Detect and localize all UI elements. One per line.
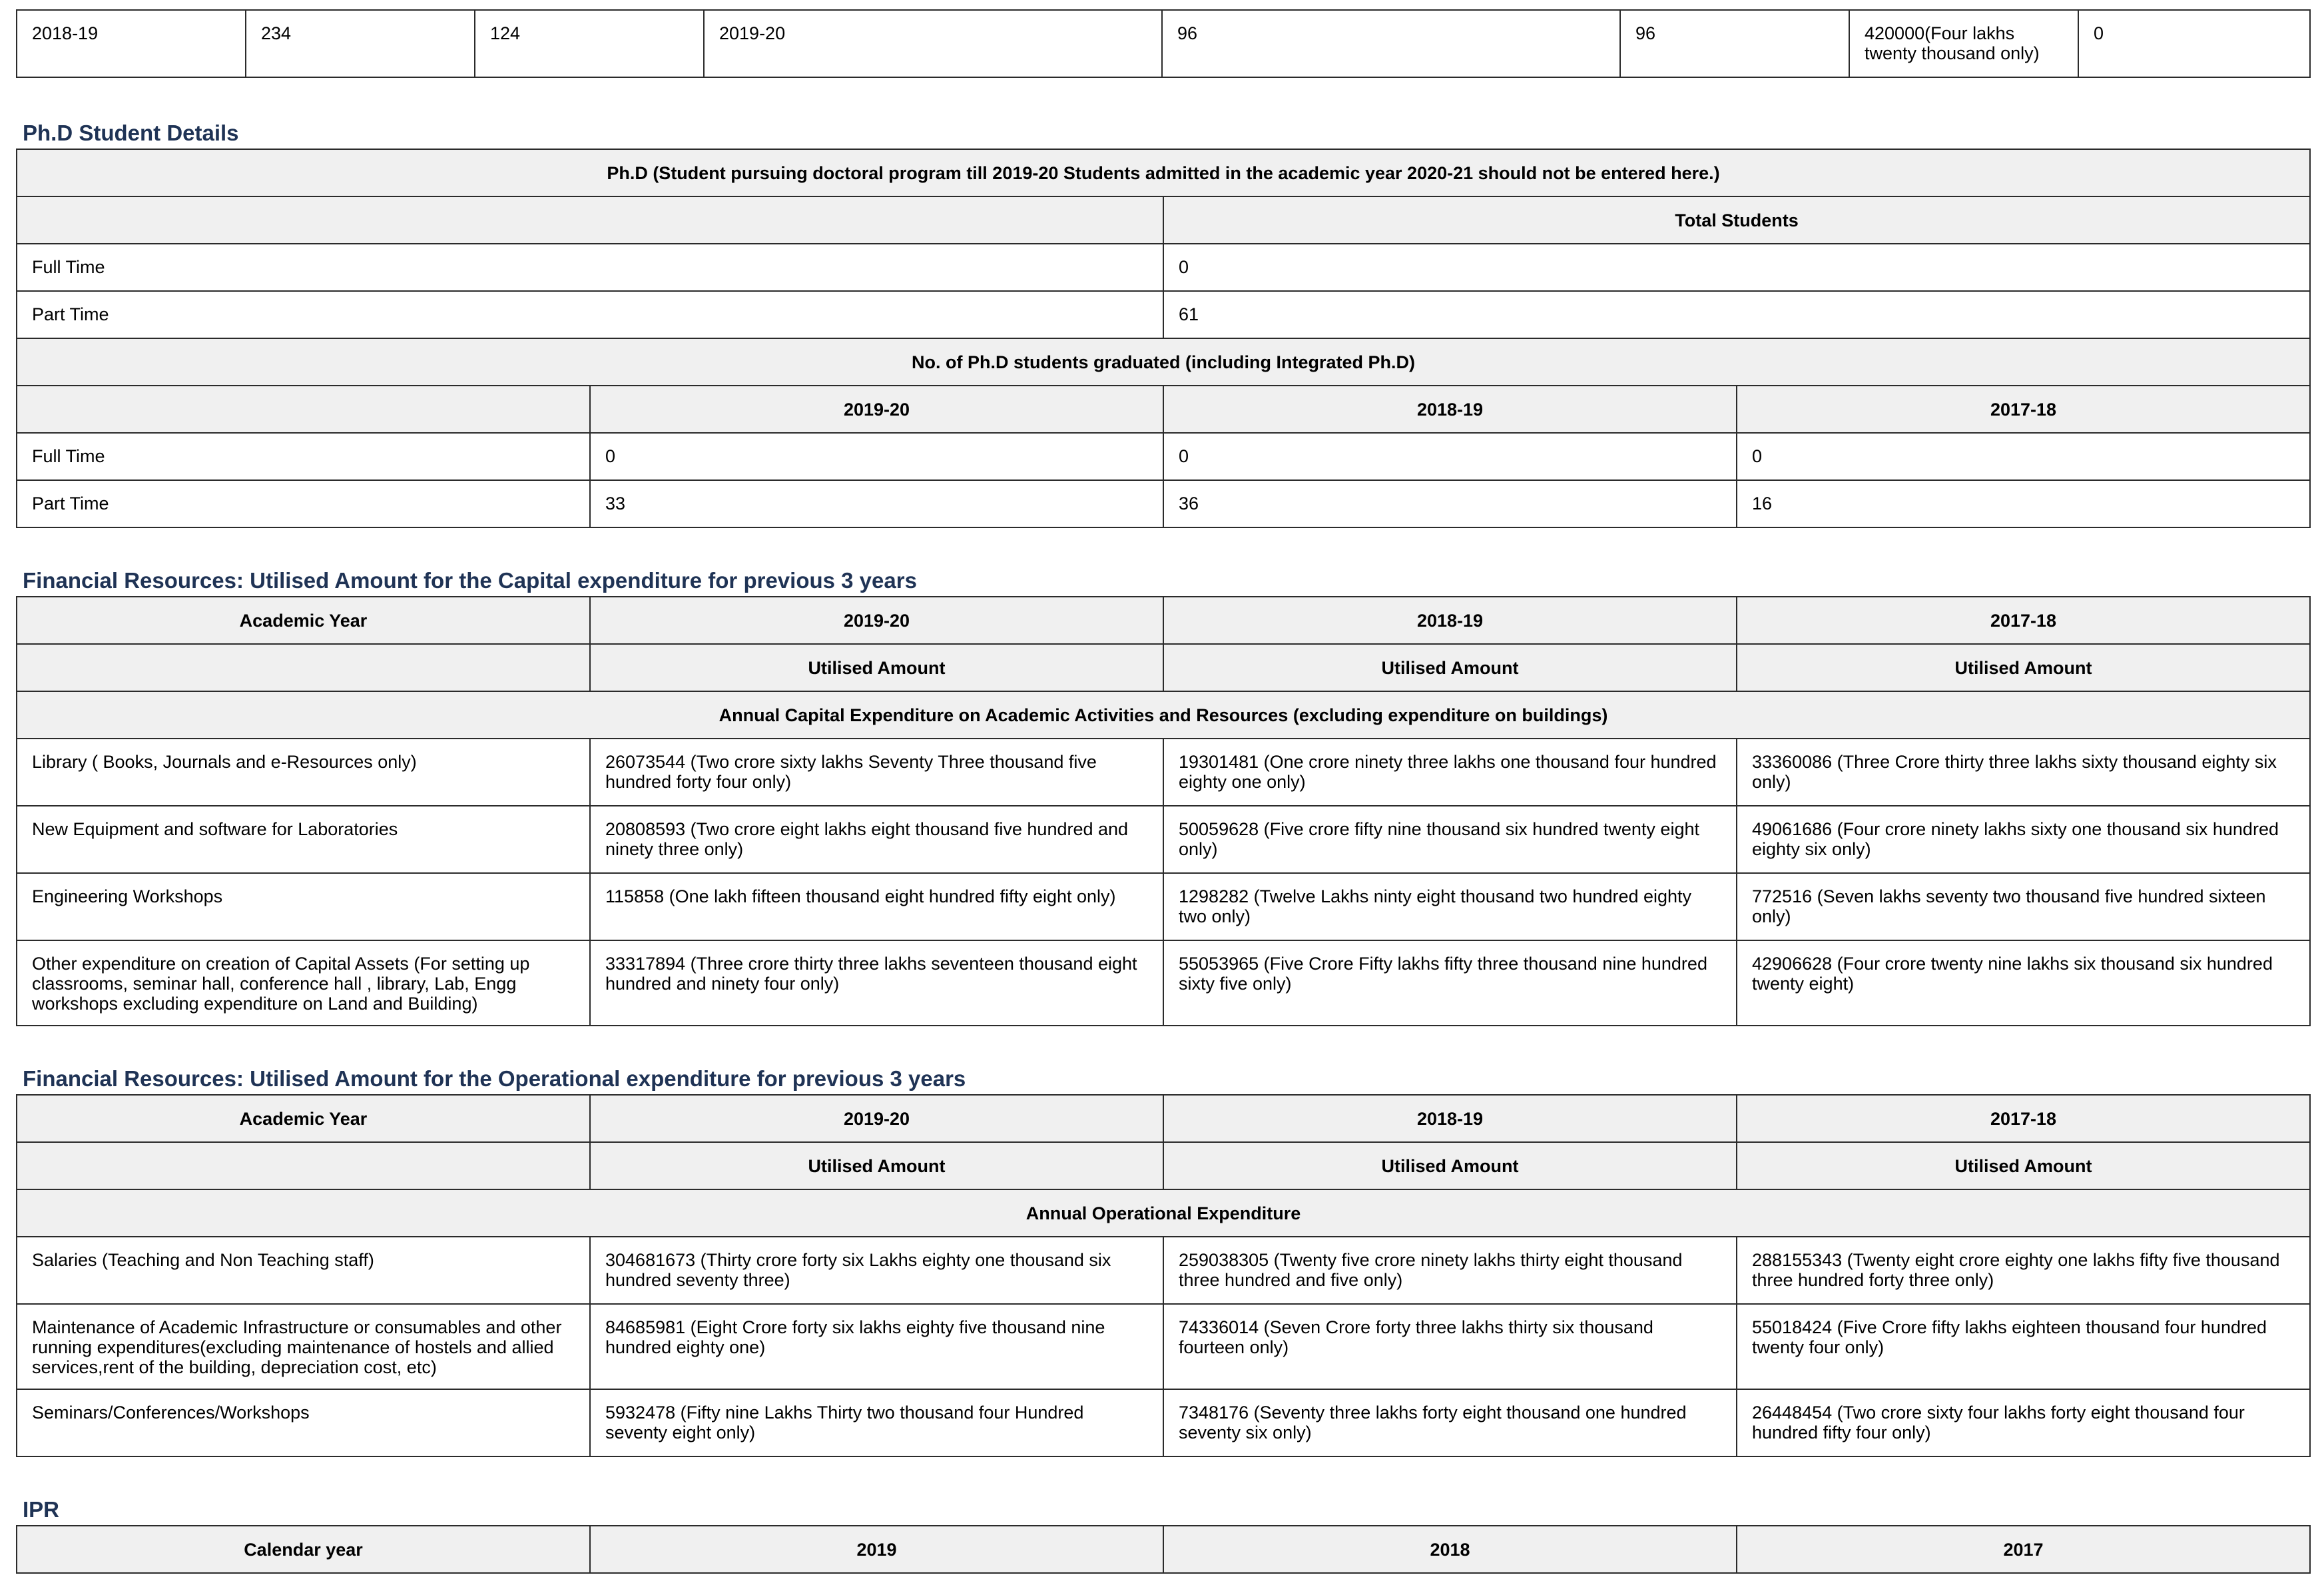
operational-expenditure-table <box>16 1094 2311 1457</box>
table-row <box>17 806 2310 873</box>
ipr-table <box>16 1525 2311 1574</box>
table-cell: 115858 (One lakh fifteen thousand eight hundred fifty eight only) <box>590 873 1163 940</box>
table-cell: 33360086 (Three Crore thirty three lakhs sixty thousand eighty six only) <box>1737 739 2310 806</box>
table-row <box>17 291 2310 338</box>
table-cell: 259038305 (Twenty five crore ninety lakhs thirty eight thousand three hundred and five only) <box>1163 1237 1737 1304</box>
table-row <box>17 1526 2310 1573</box>
table-cell: 2018-19 <box>17 10 246 77</box>
year-header: 2018-19 <box>1163 386 1737 433</box>
ipr-section-title: IPR <box>23 1497 60 1522</box>
year-header: 2019-20 <box>590 386 1163 433</box>
row-label: Other expenditure on creation of Capital Assets (For setting up classrooms, seminar hall, conference hall , library, Lab, Engg workshops excluding expenditure on Land and Building) <box>17 940 590 1026</box>
table-cell: 74336014 (Seven Crore forty three lakhs thirty six thousand fourteen only) <box>1163 1304 1737 1389</box>
table-cell: 0 <box>1163 433 1737 480</box>
operational-section-header: Annual Operational Expenditure <box>17 1189 2310 1237</box>
row-label: New Equipment and software for Laboratories <box>17 806 590 873</box>
graduated-header: No. of Ph.D students graduated (including Integrated Ph.D) <box>17 338 2310 386</box>
capital-expenditure-table <box>16 596 2311 1026</box>
year-header: 2019-20 <box>590 1095 1163 1142</box>
table-row <box>17 873 2310 940</box>
row-label: Full Time <box>17 244 1163 291</box>
table-row <box>17 739 2310 806</box>
table-cell: 33 <box>590 480 1163 527</box>
phd-header: Ph.D (Student pursuing doctoral program till 2019-20 Students admitted in the academic year 2020-21 should not be entered here.) <box>17 149 2310 196</box>
capital-section-header: Annual Capital Expenditure on Academic Activities and Resources (excluding expenditure on buildings) <box>17 691 2310 739</box>
table-cell: 84685981 (Eight Crore forty six lakhs eighty five thousand nine hundred eighty one) <box>590 1304 1163 1389</box>
table-cell: 42906628 (Four crore twenty nine lakhs six thousand six hundred twenty eight) <box>1737 940 2310 1026</box>
table-row <box>17 149 2310 196</box>
table-cell <box>17 1142 590 1189</box>
utilised-amount-header: Utilised Amount <box>590 1142 1163 1189</box>
table-cell <box>17 386 590 433</box>
table-cell: 16 <box>1737 480 2310 527</box>
year-header: 2017-18 <box>1737 597 2310 644</box>
table-row <box>17 597 2310 644</box>
table-row <box>17 1142 2310 1189</box>
table-cell: 124 <box>475 10 704 77</box>
table-cell: 234 <box>246 10 475 77</box>
year-header: 2019 <box>590 1526 1163 1573</box>
table-cell: 96 <box>1162 10 1620 77</box>
table-cell: 5932478 (Fifty nine Lakhs Thirty two thousand four Hundred seventy eight only) <box>590 1389 1163 1456</box>
table-cell: 0 <box>1737 433 2310 480</box>
table-cell: 55053965 (Five Crore Fifty lakhs fifty three thousand nine hundred sixty five only) <box>1163 940 1737 1026</box>
table-cell: 0 <box>1163 244 2310 291</box>
utilised-amount-header: Utilised Amount <box>1737 644 2310 691</box>
year-header: 2017-18 <box>1737 386 2310 433</box>
table-row <box>17 1304 2310 1389</box>
table-cell: 26073544 (Two crore sixty lakhs Seventy Three thousand five hundred forty four only) <box>590 739 1163 806</box>
year-header: 2018-19 <box>1163 1095 1737 1142</box>
table-cell: 0 <box>590 433 1163 480</box>
utilised-amount-header: Utilised Amount <box>1163 1142 1737 1189</box>
table-cell: 2019-20 <box>704 10 1162 77</box>
row-label: Part Time <box>17 480 590 527</box>
table-cell: 61 <box>1163 291 2310 338</box>
table-cell: 772516 (Seven lakhs seventy two thousand five hundred sixteen only) <box>1737 873 2310 940</box>
table-cell: 1298282 (Twelve Lakhs ninty eight thousand two hundred eighty two only) <box>1163 873 1737 940</box>
table-cell: 19301481 (One crore ninety three lakhs one thousand four hundred eighty one only) <box>1163 739 1737 806</box>
table-row <box>17 644 2310 691</box>
table-cell: 49061686 (Four crore ninety lakhs sixty one thousand six hundred eighty six only) <box>1737 806 2310 873</box>
row-label: Part Time <box>17 291 1163 338</box>
table-cell: 7348176 (Seventy three lakhs forty eight thousand one hundred seventy six only) <box>1163 1389 1737 1456</box>
table-cell: 20808593 (Two crore eight lakhs eight thousand five hundred and ninety three only) <box>590 806 1163 873</box>
table-row <box>17 1095 2310 1142</box>
document-page <box>16 9 2309 1574</box>
academic-year-header: Academic Year <box>17 1095 590 1142</box>
table-cell: 26448454 (Two crore sixty four lakhs forty eight thousand four hundred fifty four only) <box>1737 1389 2310 1456</box>
row-label: Maintenance of Academic Infrastructure or consumables and other running expenditures(excluding maintenance of hostels and allied services,rent of the building, depreciation cost, etc) <box>17 1304 590 1389</box>
table-row <box>17 691 2310 739</box>
table-row <box>17 244 2310 291</box>
academic-year-header: Academic Year <box>17 597 590 644</box>
year-header: 2018-19 <box>1163 597 1737 644</box>
table-row <box>17 386 2310 433</box>
sanctioned-intake-table <box>16 9 2311 78</box>
table-row <box>17 196 2310 244</box>
row-label: Seminars/Conferences/Workshops <box>17 1389 590 1456</box>
table-cell: 0 <box>2078 10 2310 77</box>
year-header: 2017 <box>1737 1526 2310 1573</box>
year-header: 2018 <box>1163 1526 1737 1573</box>
row-label: Engineering Workshops <box>17 873 590 940</box>
table-row <box>17 10 2310 77</box>
table-cell <box>17 644 590 691</box>
table-cell: 420000(Four lakhs twenty thousand only) <box>1849 10 2078 77</box>
phd-section-title: Ph.D Student Details <box>23 121 239 145</box>
table-cell: 36 <box>1163 480 1737 527</box>
utilised-amount-header: Utilised Amount <box>1163 644 1737 691</box>
total-students-header: Total Students <box>1163 196 2310 244</box>
table-row <box>17 940 2310 1026</box>
table-cell: 96 <box>1620 10 1849 77</box>
year-header: 2019-20 <box>590 597 1163 644</box>
capital-section-title: Financial Resources: Utilised Amount for the Capital expenditure for previous 3 years <box>23 568 917 593</box>
calendar-year-header: Calendar year <box>17 1526 590 1573</box>
table-cell: 50059628 (Five crore fifty nine thousand six hundred twenty eight only) <box>1163 806 1737 873</box>
table-cell: 304681673 (Thirty crore forty six Lakhs eighty one thousand six hundred seventy three) <box>590 1237 1163 1304</box>
table-row <box>17 338 2310 386</box>
table-cell: 55018424 (Five Crore fifty lakhs eighteen thousand four hundred twenty four only) <box>1737 1304 2310 1389</box>
table-row <box>17 433 2310 480</box>
table-cell: 33317894 (Three crore thirty three lakhs seventeen thousand eight hundred and ninety four only) <box>590 940 1163 1026</box>
table-row <box>17 480 2310 527</box>
utilised-amount-header: Utilised Amount <box>1737 1142 2310 1189</box>
row-label: Full Time <box>17 433 590 480</box>
year-header: 2017-18 <box>1737 1095 2310 1142</box>
table-row <box>17 1189 2310 1237</box>
phd-table <box>16 149 2311 528</box>
table-cell <box>17 196 1163 244</box>
row-label: Salaries (Teaching and Non Teaching staff) <box>17 1237 590 1304</box>
table-row <box>17 1237 2310 1304</box>
table-row <box>17 1389 2310 1456</box>
utilised-amount-header: Utilised Amount <box>590 644 1163 691</box>
operational-section-title: Financial Resources: Utilised Amount for the Operational expenditure for previous 3 years <box>23 1066 966 1091</box>
table-cell: 288155343 (Twenty eight crore eighty one lakhs fifty five thousand three hundred forty three only) <box>1737 1237 2310 1304</box>
row-label: Library ( Books, Journals and e-Resources only) <box>17 739 590 806</box>
